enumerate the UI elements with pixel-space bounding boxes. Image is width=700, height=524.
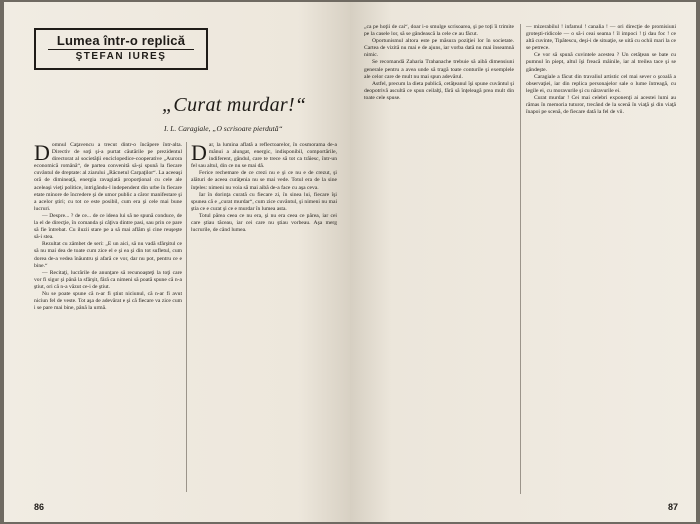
paragraph: — Despre... ? de ce... de ce ideea lui să ne spună conduce, de la el de direcţie, în comanda şi câţiva dintre pasi, sau prin ce pare să fie întrebat. Cu iluzii stare pe a să mai aflăm şi cine reuşeşte să-i stea. (34, 212, 182, 241)
article-title: „Curat murdar!“ (162, 94, 307, 116)
paragraph: Ce vor să spună cuvintele acestea ? Un cetăţean se bate cu pumnul în piept, altul îşi freacă mâinile, iar al treilea tace şi se gândeşte. (526, 52, 676, 73)
column-title: Lumea într-o replică (56, 33, 186, 48)
column-author: ŞTEFAN IUREŞ (75, 51, 167, 62)
right-column-1 (364, 24, 514, 102)
header-divider (48, 49, 194, 50)
paragraph: Ferice rechemare de ce crezi nu e şi ce nu e de crezut, şi alături de aceea curăţenia nu se mai vede. Totul era de la sine înţeles: nimeni nu voia să mai aibă de-a face cu aşa ceva. (191, 170, 337, 191)
column-divider (186, 142, 187, 492)
paragraph: Nu se poate spune că n-ar fi ştiut niciunul, că n-ar fi avut niciun fel de veste. Tot aşa de adevărat e şi că fiecare va zice cum i se pare mai bine, până la urmă. (34, 290, 182, 312)
paragraph: Caragiale a făcut din travaliul artistic cel mai sever o şcoală a observaţiei, iar din replica personajelor sale o lume întreagă, cu legile ei, cu moravurile şi cu năravurile ei. (526, 73, 676, 94)
page-number-left: 86 (34, 502, 45, 512)
paragraph: Iar în dorinţa curată cu fiecare zi, în sinea lui, fiecare îşi spunea că e „curat murdar“, cum zice cuvântul, şi nimeni nu mai ştia ce e curat şi ce e murdar în lumea asta. (191, 191, 337, 212)
paragraph: „ca pe hoţii de cai“, doar i-o smulge scrisoarea, şi pe toţi îi trimite pe la casele lor, să se gândească la cele ce au făcut. (364, 24, 514, 38)
dropcap: D (34, 140, 50, 165)
paragraph: Oportunismul altora este pe măsura poziţiei lor în societate. Cartea de vizită nu mai e de ajuns, iar vorba dată nu mai înseamnă nimic. (364, 38, 514, 59)
column-divider (520, 24, 521, 494)
right-page (350, 2, 696, 522)
page-number-right: 87 (668, 502, 679, 512)
paragraph: ar, la lumina aflată a reflectoarelor, în cosmorama de-a mânui a alungat, energic, indisponibil, comportările, indiferent, gândul, care te trece să tot ca trăiesc, într-un fel sau altul, din ce nu se mai dă. (191, 142, 337, 170)
column-header-box (34, 28, 208, 70)
book-spread (4, 2, 696, 522)
right-column-2 (526, 24, 676, 116)
epigraph: I. L. Caragiale, „O scrisoare pierdută“ (164, 124, 283, 133)
paragraph: omnul Caţavencu a trecut dintr-o încăpere într-alta. Directiv de soţi şi-a purtat căutările pe prezidentul directorat al societăţii enciclopedice-cooperative „Aurora economică română“, de partea convenită să-şi spună la fiecare cuvântul de dreptate: al ziarului „Răcnetul Carpaţilor“. La aceeaşi oră de dimineaţă, energia ravagiată proporţional cu cele ale aceleaşi vieţi politice, intrigându-l independent din urbe în fiecare etate minore de încredere şi de umor public a căror manifestare şi a acelor ştiri; cu tot ce este posibil, cum era şi cele mai bune lucruri. (34, 142, 182, 212)
left-page (4, 2, 350, 522)
paragraph: — mizerabilul ! infamul ! canalia ! — ori direcţie de promisiuni groteşti-ridicole — o să-i ceai seama ! îl impoci ! ţi dau foc ! ce altă cuvinte, Tipătescu, deşi-i de situaţie, se uită cu ochii mari la ce se petrece. (526, 24, 676, 52)
paragraph: Totul părea ceea ce nu era, şi nu era ceea ce părea, iar cei care ştiau tăceau, iar cei care nu ştiau vorbeau. Aşa merg lucrurile, de când lumea. (191, 212, 337, 234)
left-column-1 (34, 142, 182, 312)
paragraph: — Recitaţi, lucrările de anunţare să recunoaşteţi la toţi care vor fi sigur şi până la sfârşit, fără ca nimeni să poată spune că n-a ştiut, ori că n-a văzut ce-i de ştiut. (34, 269, 182, 290)
left-column-2 (191, 142, 337, 234)
dropcap: D (191, 140, 207, 165)
paragraph: Curat murdar ! Cei mai celebri exponenţi ai acestei lumi au rămas în memoria tuturor, trecând de la scenă în viaţă şi din viaţă înapoi pe scenă, de fiecare dată la fel de vii. (526, 94, 676, 116)
paragraph: Se recomandă Zaharia Trahanache trebuie să aibă dimensiuni generale pentru a avea unde să tragă toate conturile şi exemplele ale celor care de mult nu mai spun adevărul. (364, 59, 514, 80)
paragraph: Rezultat cu zâmbet de seri: „E un aici, să nu vadă sfârşitul ce să nu mai dea de toate cum zice el e şi ea şi din tot sufletul, cum dorea de-a vedea înăuntru şi afară ce vor, dar nu pot, pentru ce e bine.“ (34, 241, 182, 269)
paragraph: Astfel, precum la dieta publică, cetăţeanul îşi spune cuvântul şi deopotrivă ascultă ce spun ceilalţi, fără să înţeleagă prea mult din toate cele spuse. (364, 80, 514, 101)
